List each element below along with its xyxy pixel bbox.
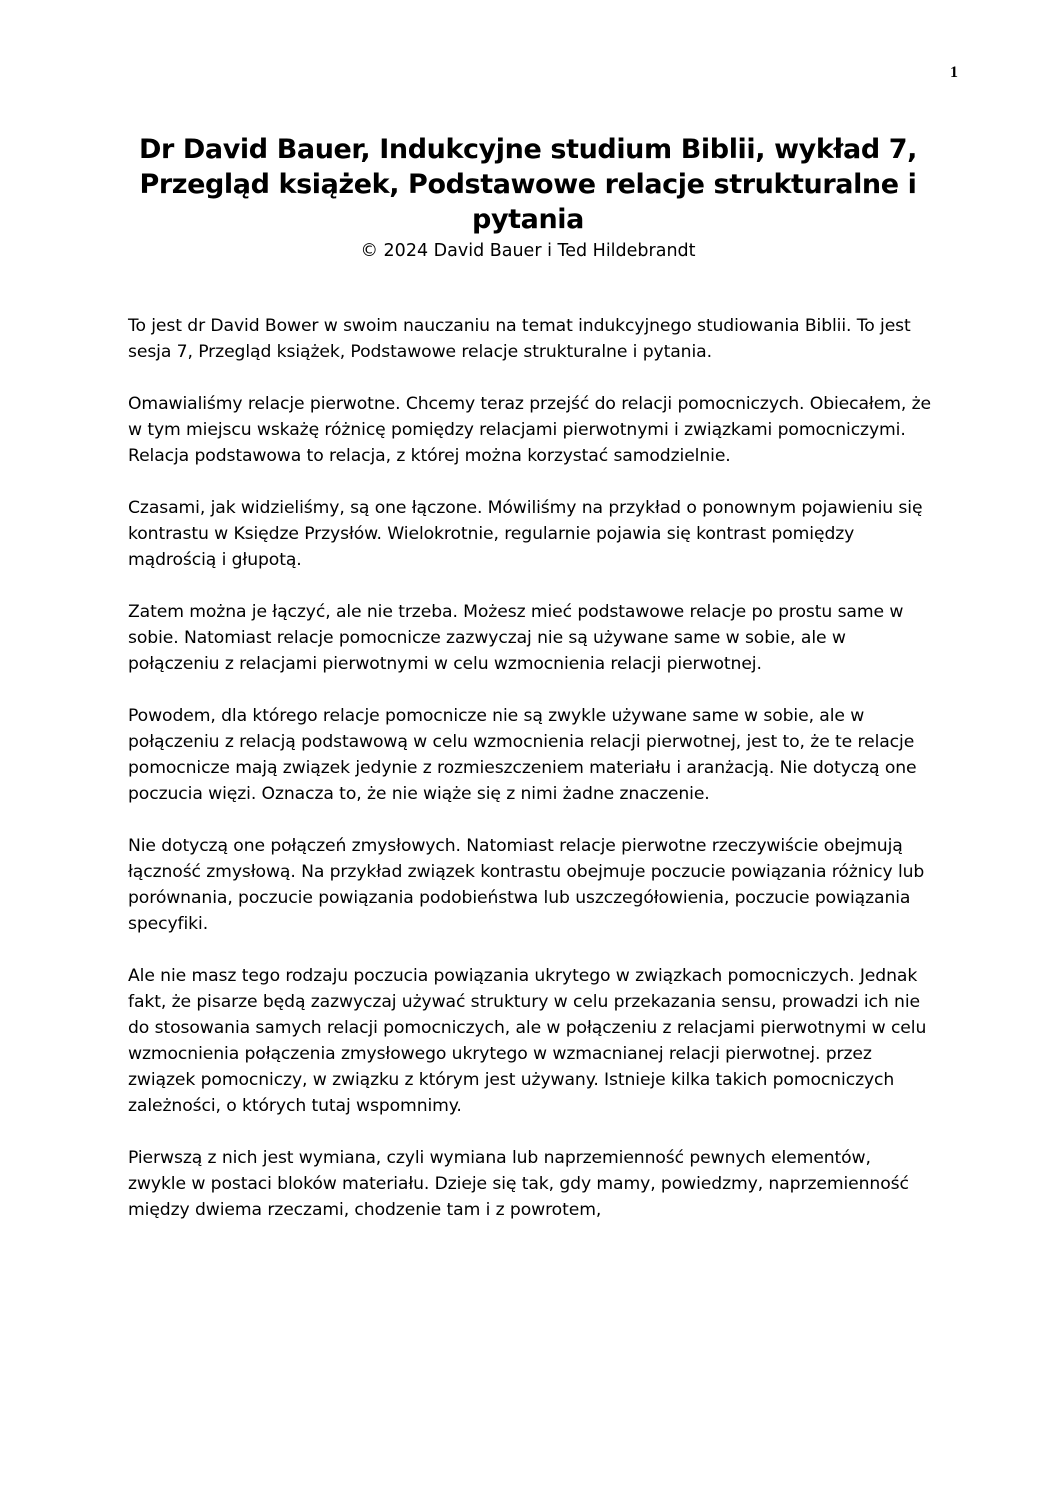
document-body bbox=[128, 313, 934, 1249]
paragraph: Pierwszą z nich jest wymiana, czyli wymiana lub naprzemienność pewnych elementów, zwykle w postaci bloków materiału. Dzieje się tak, gdy mamy, powiedzmy, naprzemienność między dwiema rzeczami, chodzenie tam i z powrotem, bbox=[128, 1148, 909, 1220]
page-number: 1 bbox=[950, 64, 958, 81]
paragraph: Zatem można je łączyć, ale nie trzeba. Możesz mieć podstawowe relacje po prostu same w sobie. Natomiast relacje pomocnicze zazwyczaj nie są używane same w sobie, ale w połączeniu z relacjami pierwotnymi w celu wzmocnienia relacji pierwotnej. bbox=[128, 602, 904, 674]
paragraph: To jest dr David Bower w swoim nauczaniu na temat indukcyjnego studiowania Biblii. To jest sesja 7, Przegląd książek, Podstawowe relacje strukturalne i pytania. bbox=[128, 316, 911, 362]
paragraph: Omawialiśmy relacje pierwotne. Chcemy teraz przejść do relacji pomocniczych. Obiecałem, że w tym miejscu wskażę różnicę pomiędzy relacjami pierwotnymi i związkami pomocniczymi. Relacja podstawowa to relacja, z której można korzystać samodzielnie. bbox=[128, 394, 931, 466]
paragraph: Czasami, jak widzieliśmy, są one łączone. Mówiliśmy na przykład o ponownym pojawieniu się kontrastu w Księdze Przysłów. Wielokrotnie, regularnie pojawia się kontrast pomiędzy mądrością i głupotą. bbox=[128, 498, 923, 570]
paragraph: Powodem, dla którego relacje pomocnicze nie są zwykle używane same w sobie, ale w połączeniu z relacją podstawową w celu wzmocnienia relacji pierwotnej, jest to, że te relacje pomocnicze mają związek jedynie z rozmieszczeniem materiału i aranżacją. Nie dotyczą one poczucia więzi. Oznacza to, że nie wiąże się z nimi żadne znaczenie. bbox=[128, 706, 917, 804]
document-title: Dr David Bauer, Indukcyjne studium Biblii, wykład 7, Przegląd książek, Podstawowe relacje strukturalne i pytania bbox=[138, 134, 918, 235]
document-header bbox=[128, 132, 928, 263]
paragraph: Ale nie masz tego rodzaju poczucia powiązania ukrytego w związkach pomocniczych. Jednak fakt, że pisarze będą zazwyczaj używać struktury w celu przekazania sensu, prowadzi ich nie do stosowania samych relacji pomocniczych, ale w połączeniu z relacjami pierwotnymi w celu wzmocnienia połączenia zmysłowego ukrytego w wzmacnianej relacji pierwotnej. przez związek pomocniczy, w związku z którym jest używany. Istnieje kilka takich pomocniczych zależności, o których tutaj wspomnimy. bbox=[128, 966, 927, 1116]
paragraph: Nie dotyczą one połączeń zmysłowych. Natomiast relacje pierwotne rzeczywiście obejmują łączność zmysłową. Na przykład związek kontrastu obejmuje poczucie powiązania różnicy lub porównania, poczucie powiązania podobieństwa lub uszczegółowienia, poczucie powiązania specyfiki. bbox=[128, 836, 925, 934]
copyright-line: © 2024 David Bauer i Ted Hildebrandt bbox=[360, 241, 696, 261]
